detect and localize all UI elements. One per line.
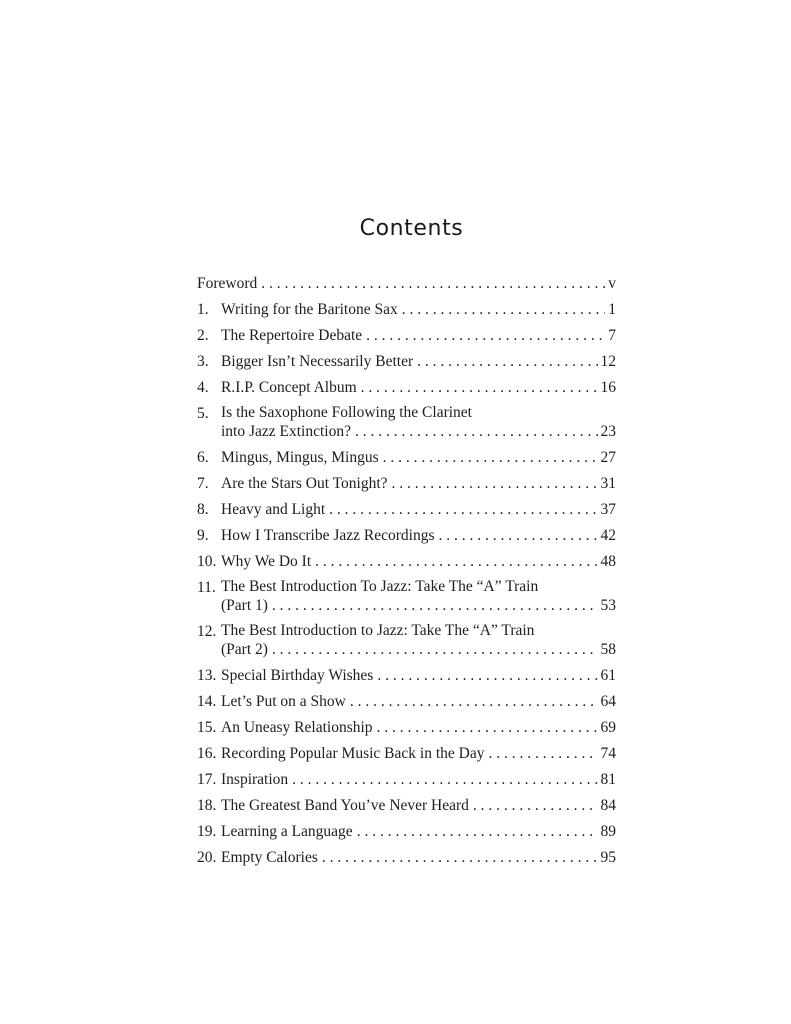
toc-entry bbox=[197, 500, 616, 526]
chapter-title: The Greatest Band You’ve Never Heard bbox=[221, 797, 469, 814]
chapter-number: 14. bbox=[197, 693, 217, 710]
toc-entry-body bbox=[221, 796, 616, 816]
dot-leader bbox=[329, 500, 597, 520]
toc-entry-line bbox=[221, 500, 616, 520]
dot-leader bbox=[361, 378, 598, 398]
page-number: 23 bbox=[600, 423, 616, 440]
chapter-title: Is the Saxophone Following the Clarinet bbox=[221, 404, 472, 421]
toc-entry-line bbox=[221, 848, 616, 868]
toc-entry-body bbox=[221, 578, 616, 616]
page-number: 37 bbox=[600, 501, 616, 518]
toc-entry bbox=[197, 404, 616, 448]
toc-entry-line bbox=[221, 300, 616, 320]
toc-entry bbox=[197, 770, 616, 796]
dot-leader bbox=[417, 352, 597, 372]
toc-entry bbox=[197, 326, 616, 352]
page-number: 12 bbox=[600, 353, 616, 370]
chapter-number: 2. bbox=[197, 327, 209, 344]
chapter-title: into Jazz Extinction? bbox=[221, 423, 351, 440]
dot-leader bbox=[402, 300, 606, 320]
chapter-title: Recording Popular Music Back in the Day bbox=[221, 745, 485, 762]
chapter-number: 10. bbox=[197, 553, 217, 570]
toc-entry-line bbox=[221, 692, 616, 712]
chapter-title: An Uneasy Relationship bbox=[221, 719, 373, 736]
chapter-title: Bigger Isn’t Necessarily Better bbox=[221, 353, 414, 370]
chapter-number: 20. bbox=[197, 849, 217, 866]
dot-leader bbox=[473, 796, 598, 816]
toc-entry bbox=[197, 578, 616, 622]
page-number: 7 bbox=[608, 327, 616, 344]
chapter-number: 1. bbox=[197, 301, 209, 318]
toc-entry bbox=[197, 552, 616, 578]
chapter-title: Foreword bbox=[197, 275, 258, 292]
chapter-title: (Part 1) bbox=[221, 597, 268, 614]
toc-entry bbox=[197, 822, 616, 848]
toc-entry bbox=[197, 352, 616, 378]
dot-leader bbox=[355, 422, 598, 442]
toc-entry bbox=[197, 274, 616, 300]
toc-entry bbox=[197, 666, 616, 692]
page-number: 48 bbox=[600, 553, 616, 570]
toc-entry-body bbox=[221, 352, 616, 372]
chapter-number: 18. bbox=[197, 797, 217, 814]
page-number: 81 bbox=[600, 771, 616, 788]
toc-entry-line bbox=[221, 474, 616, 494]
toc-entry-body bbox=[221, 404, 616, 442]
toc-entry-body bbox=[221, 744, 616, 764]
toc-entry-line bbox=[221, 666, 616, 686]
page-number: 16 bbox=[600, 379, 616, 396]
chapter-title: Are the Stars Out Tonight? bbox=[221, 475, 388, 492]
page-number: 69 bbox=[600, 719, 616, 736]
toc-entry-line bbox=[221, 378, 616, 398]
chapter-title: Writing for the Baritone Sax bbox=[221, 301, 398, 318]
toc-entry-body bbox=[221, 848, 616, 868]
page-number: 31 bbox=[600, 475, 616, 492]
chapter-title: Let’s Put on a Show bbox=[221, 693, 346, 710]
toc-entry-body bbox=[221, 666, 616, 686]
page-number: 61 bbox=[600, 667, 616, 684]
toc-entry-body bbox=[221, 822, 616, 842]
page-number: 1 bbox=[608, 301, 616, 318]
page-number: 27 bbox=[600, 449, 616, 466]
chapter-number: 19. bbox=[197, 823, 217, 840]
toc-entry bbox=[197, 378, 616, 404]
chapter-title: The Best Introduction To Jazz: Take The “A” Train bbox=[221, 578, 539, 595]
page-number: 84 bbox=[600, 797, 616, 814]
table-of-contents bbox=[197, 274, 616, 874]
chapter-title: Inspiration bbox=[221, 771, 289, 788]
toc-entry-body bbox=[221, 500, 616, 520]
dot-leader bbox=[377, 666, 597, 686]
toc-entry-line bbox=[221, 448, 616, 468]
chapter-number: 4. bbox=[197, 379, 209, 396]
dot-leader bbox=[392, 474, 598, 494]
chapter-number: 12. bbox=[197, 623, 217, 640]
chapter-number: 9. bbox=[197, 527, 209, 544]
chapter-title: (Part 2) bbox=[221, 641, 268, 658]
chapter-title: Learning a Language bbox=[221, 823, 353, 840]
chapter-title: Heavy and Light bbox=[221, 501, 326, 518]
dot-leader bbox=[292, 770, 597, 790]
dot-leader bbox=[377, 718, 598, 738]
toc-entry-line bbox=[221, 596, 616, 616]
toc-entry bbox=[197, 848, 616, 874]
toc-entry-line bbox=[197, 274, 616, 294]
chapter-number: 6. bbox=[197, 449, 209, 466]
toc-entry-line bbox=[221, 822, 616, 842]
toc-entry-line bbox=[221, 352, 616, 372]
chapter-title: R.I.P. Concept Album bbox=[221, 379, 357, 396]
toc-entry-body bbox=[221, 692, 616, 712]
dot-leader bbox=[272, 596, 598, 616]
dot-leader bbox=[383, 448, 598, 468]
dot-leader bbox=[350, 692, 598, 712]
toc-entry-line bbox=[221, 744, 616, 764]
dot-leader bbox=[357, 822, 598, 842]
toc-entry-body bbox=[221, 718, 616, 738]
page-number: 42 bbox=[600, 527, 616, 544]
toc-entry-line bbox=[221, 770, 616, 790]
page-number: 64 bbox=[600, 693, 616, 710]
toc-entry-line bbox=[221, 578, 616, 596]
chapter-number: 5. bbox=[197, 405, 209, 422]
toc-entry-body bbox=[221, 326, 616, 346]
chapter-title: Empty Calories bbox=[221, 849, 318, 866]
toc-entry-line bbox=[221, 552, 616, 572]
toc-entry bbox=[197, 474, 616, 500]
dot-leader bbox=[439, 526, 598, 546]
dot-leader bbox=[272, 640, 598, 660]
chapter-number: 8. bbox=[197, 501, 209, 518]
page-number: 53 bbox=[600, 597, 616, 614]
chapter-number: 17. bbox=[197, 771, 217, 788]
toc-entry-line bbox=[221, 640, 616, 660]
toc-entry bbox=[197, 718, 616, 744]
chapter-title: Mingus, Mingus, Mingus bbox=[221, 449, 379, 466]
chapter-title: Why We Do It bbox=[221, 553, 312, 570]
dot-leader bbox=[315, 552, 597, 572]
toc-entry-body bbox=[221, 526, 616, 546]
toc-entry-line bbox=[221, 404, 616, 422]
chapter-number: 16. bbox=[197, 745, 217, 762]
toc-entry-body bbox=[221, 474, 616, 494]
dot-leader bbox=[322, 848, 598, 868]
toc-entry-body bbox=[221, 378, 616, 398]
page-number: 74 bbox=[600, 745, 616, 762]
chapter-number: 15. bbox=[197, 719, 217, 736]
chapter-number: 13. bbox=[197, 667, 217, 684]
page-title: Contents bbox=[359, 216, 464, 241]
toc-entry-line bbox=[221, 526, 616, 546]
chapter-number: 11. bbox=[197, 579, 216, 596]
chapter-title: Special Birthday Wishes bbox=[221, 667, 374, 684]
dot-leader bbox=[488, 744, 597, 764]
toc-entry bbox=[197, 622, 616, 666]
chapter-title: How I Transcribe Jazz Recordings bbox=[221, 527, 435, 544]
toc-entry-body bbox=[221, 770, 616, 790]
page-number: v bbox=[608, 275, 616, 292]
toc-entry bbox=[197, 526, 616, 552]
toc-entry-body bbox=[221, 622, 616, 660]
toc-entry-body bbox=[197, 274, 616, 294]
dot-leader bbox=[261, 274, 605, 294]
toc-entry bbox=[197, 448, 616, 474]
chapter-number: 7. bbox=[197, 475, 209, 492]
toc-entry-body bbox=[221, 300, 616, 320]
page-number: 58 bbox=[600, 641, 616, 658]
toc-entry bbox=[197, 744, 616, 770]
chapter-number: 3. bbox=[197, 353, 209, 370]
page-number: 95 bbox=[600, 849, 616, 866]
toc-entry-line bbox=[221, 622, 616, 640]
toc-entry-line bbox=[221, 718, 616, 738]
page-number: 89 bbox=[600, 823, 616, 840]
chapter-title: The Repertoire Debate bbox=[221, 327, 363, 344]
toc-entry bbox=[197, 692, 616, 718]
dot-leader bbox=[366, 326, 605, 346]
toc-entry-body bbox=[221, 552, 616, 572]
toc-entry-line bbox=[221, 796, 616, 816]
toc-entry bbox=[197, 796, 616, 822]
chapter-title: The Best Introduction to Jazz: Take The “A” Train bbox=[221, 622, 535, 639]
toc-entry-line bbox=[221, 326, 616, 346]
toc-entry-body bbox=[221, 448, 616, 468]
toc-entry bbox=[197, 300, 616, 326]
toc-entry-line bbox=[221, 422, 616, 442]
